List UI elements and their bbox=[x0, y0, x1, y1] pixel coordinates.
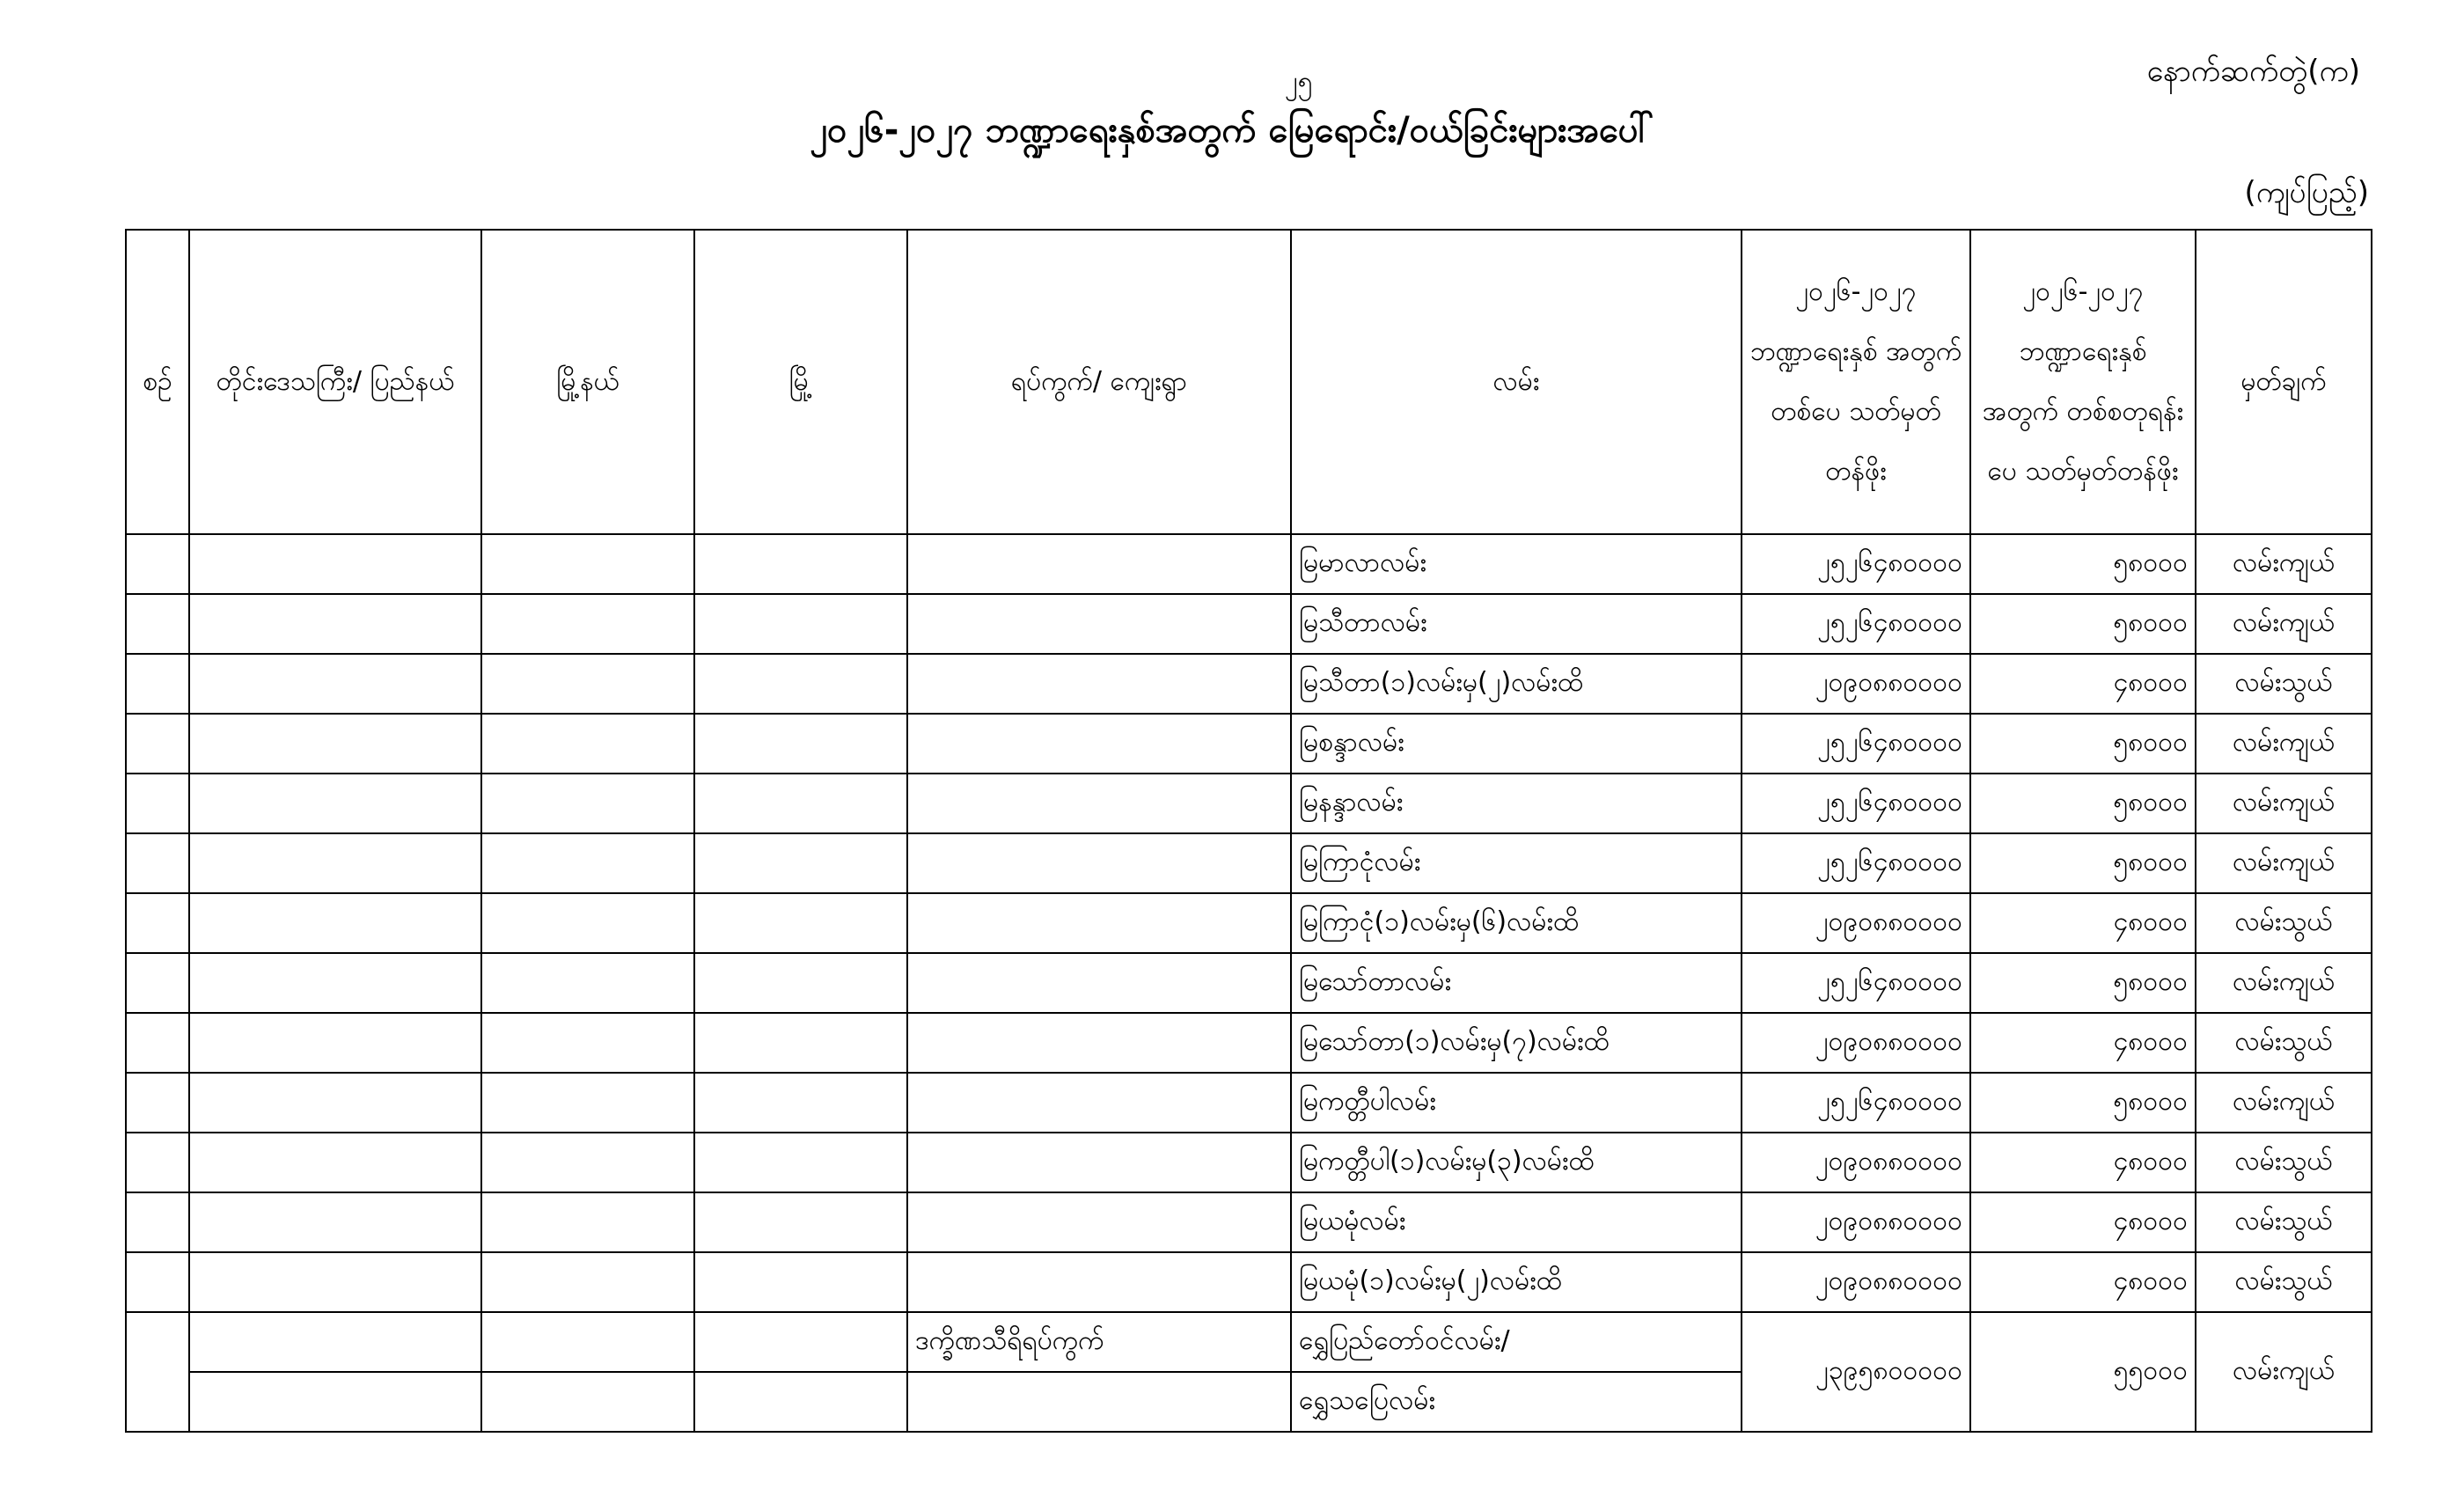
ward-cell bbox=[907, 714, 1291, 774]
col-header-price-per-foot: ၂၀၂၆-၂၀၂၇ ဘဏ္ဍာရေးနှစ် အတွက် တစ်ပေ သတ်မှတ်တန်ဖိုး bbox=[1742, 230, 1970, 534]
ward-cell bbox=[907, 833, 1291, 893]
serial-cell bbox=[126, 534, 189, 594]
price-cell: ၂၅၂၆၄၈၀၀၀၀ bbox=[1742, 953, 1970, 1013]
ward-cell bbox=[907, 1252, 1291, 1312]
town-cell bbox=[694, 1312, 907, 1372]
serial-cell bbox=[126, 594, 189, 654]
document-title: ၂၀၂၆-၂၀၂၇ ဘဏ္ဍာရေးနှစ်အတွက် မြေရောင်း/ဝယ်ခြင်းများအပေါ် bbox=[810, 110, 1654, 150]
ward-cell bbox=[907, 594, 1291, 654]
price-cell: ၂၅၂၆၄၈၀၀၀၀ bbox=[1742, 774, 1970, 833]
table-row bbox=[126, 893, 2372, 953]
township-cell bbox=[481, 1133, 694, 1192]
road-cell: မြယမုံလမ်း bbox=[1291, 1192, 1742, 1252]
remark-cell: လမ်းသွယ် bbox=[2196, 654, 2372, 714]
town-cell bbox=[694, 654, 907, 714]
serial-cell bbox=[126, 714, 189, 774]
price-cell: ၂၀၉၀၈၈၀၀၀၀ bbox=[1742, 1133, 1970, 1192]
table-row bbox=[126, 1013, 2372, 1073]
region-cell bbox=[189, 594, 481, 654]
remark-cell: လမ်းသွယ် bbox=[2196, 893, 2372, 953]
serial-cell bbox=[126, 1192, 189, 1252]
serial-cell bbox=[126, 953, 189, 1013]
region-cell bbox=[189, 953, 481, 1013]
price-cell: ၅၈၀၀၀ bbox=[1970, 833, 2196, 893]
col-header-region: တိုင်းဒေသကြီး/ ပြည်နယ် bbox=[189, 230, 481, 534]
serial-cell bbox=[126, 1252, 189, 1312]
remark-cell: လမ်းကျယ် bbox=[2196, 534, 2372, 594]
ward-cell bbox=[907, 534, 1291, 594]
ward-cell bbox=[907, 774, 1291, 833]
price-cell: ၂၅၂၆၄၈၀၀၀၀ bbox=[1742, 714, 1970, 774]
town-cell bbox=[694, 953, 907, 1013]
town-cell bbox=[694, 594, 907, 654]
road-cell: မြသော်တာ(၁)လမ်းမှ(၇)လမ်းထိ bbox=[1291, 1013, 1742, 1073]
road-cell: ရွှေပြည်တော်ဝင်လမ်း/ bbox=[1291, 1312, 1742, 1372]
region-cell bbox=[189, 1192, 481, 1252]
remark-cell: လမ်းသွယ် bbox=[2196, 1133, 2372, 1192]
town-cell bbox=[694, 1073, 907, 1133]
price-cell: ၄၈၀၀၀ bbox=[1970, 1013, 2196, 1073]
road-cell: မြသီတာလမ်း bbox=[1291, 594, 1742, 654]
road-cell: မြကြာငုံလမ်း bbox=[1291, 833, 1742, 893]
township-cell bbox=[481, 1192, 694, 1252]
town-cell bbox=[694, 833, 907, 893]
road-cell: မြကြာငုံ(၁)လမ်းမှ(၆)လမ်းထိ bbox=[1291, 893, 1742, 953]
table-row bbox=[126, 594, 2372, 654]
remark-cell: လမ်းကျယ် bbox=[2196, 774, 2372, 833]
township-cell bbox=[481, 833, 694, 893]
remark-cell: လမ်းသွယ် bbox=[2196, 1252, 2372, 1312]
town-cell bbox=[694, 1133, 907, 1192]
region-cell bbox=[189, 654, 481, 714]
remark-cell: လမ်းကျယ် bbox=[2196, 953, 2372, 1013]
remark-cell: လမ်းကျယ် bbox=[2196, 714, 2372, 774]
col-header-town: မြို့ bbox=[694, 230, 907, 534]
price-cell: ၄၈၀၀၀ bbox=[1970, 654, 2196, 714]
col-header-township: မြို့နယ် bbox=[481, 230, 694, 534]
region-cell bbox=[189, 774, 481, 833]
serial-cell bbox=[126, 774, 189, 833]
township-cell bbox=[481, 774, 694, 833]
table-row bbox=[126, 953, 2372, 1013]
serial-cell bbox=[126, 893, 189, 953]
region-cell bbox=[189, 1013, 481, 1073]
table-row bbox=[126, 774, 2372, 833]
remark-cell: လမ်းသွယ် bbox=[2196, 1013, 2372, 1073]
township-cell bbox=[481, 1372, 694, 1432]
price-cell: ၂၀၉၀၈၈၀၀၀၀ bbox=[1742, 1192, 1970, 1252]
price-cell: ၂၅၂၆၄၈၀၀၀၀ bbox=[1742, 833, 1970, 893]
township-cell bbox=[481, 534, 694, 594]
town-cell bbox=[694, 893, 907, 953]
remark-cell: လမ်းကျယ် bbox=[2196, 1073, 2372, 1133]
town-cell bbox=[694, 1372, 907, 1432]
road-cell: မြကတ္တီပါလမ်း bbox=[1291, 1073, 1742, 1133]
road-cell: မြစန္ဒာလမ်း bbox=[1291, 714, 1742, 774]
price-cell: ၂၀၉၀၈၈၀၀၀၀ bbox=[1742, 1252, 1970, 1312]
region-cell bbox=[189, 833, 481, 893]
attachment-label: နောက်ဆက်တွဲ(က) bbox=[2146, 54, 2360, 89]
region-cell bbox=[189, 1372, 481, 1432]
col-header-remarks: မှတ်ချက် bbox=[2196, 230, 2372, 534]
road-cell: မြသော်တာလမ်း bbox=[1291, 953, 1742, 1013]
region-cell bbox=[189, 893, 481, 953]
price-cell: ၅၈၀၀၀ bbox=[1970, 534, 2196, 594]
road-cell: မြယမုံ(၁)လမ်းမှ(၂)လမ်းထိ bbox=[1291, 1252, 1742, 1312]
road-cell: ရွှေသပြေလမ်း bbox=[1291, 1372, 1742, 1432]
township-cell bbox=[481, 953, 694, 1013]
price-cell: ၅၈၀၀၀ bbox=[1970, 1073, 2196, 1133]
col-header-road: လမ်း bbox=[1291, 230, 1742, 534]
price-cell: ၂၅၂၆၄၈၀၀၀၀ bbox=[1742, 594, 1970, 654]
serial-cell bbox=[126, 1013, 189, 1073]
ward-cell bbox=[907, 953, 1291, 1013]
remark-cell: လမ်းကျယ် bbox=[2196, 594, 2372, 654]
price-cell: ၂၀၉၀၈၈၀၀၀၀ bbox=[1742, 1013, 1970, 1073]
region-cell bbox=[189, 1133, 481, 1192]
price-cell: ၅၈၀၀၀ bbox=[1970, 594, 2196, 654]
ward-cell bbox=[907, 1013, 1291, 1073]
township-cell bbox=[481, 714, 694, 774]
col-header-price-per-sqft: ၂၀၂၆-၂၀၂၇ ဘဏ္ဍာရေးနှစ် အတွက် တစ်စတုရန်းပေ သတ်မှတ်တန်ဖိုး bbox=[1970, 230, 2196, 534]
ward-cell bbox=[907, 654, 1291, 714]
ward-cell: ဒက္ခိဏသီရိရပ်ကွက် bbox=[907, 1312, 1291, 1372]
region-cell bbox=[189, 1312, 481, 1372]
table-row bbox=[126, 833, 2372, 893]
price-cell: ၂၅၂၆၄၈၀၀၀၀ bbox=[1742, 1073, 1970, 1133]
land-price-table bbox=[125, 229, 2372, 1433]
road-cell: မြမာလာလမ်း bbox=[1291, 534, 1742, 594]
township-cell bbox=[481, 893, 694, 953]
currency-unit-label: (ကျပ်ပြည့်) bbox=[2244, 175, 2369, 210]
town-cell bbox=[694, 774, 907, 833]
serial-cell bbox=[126, 833, 189, 893]
serial-cell bbox=[126, 1073, 189, 1133]
price-cell: ၂၀၉၀၈၈၀၀၀၀ bbox=[1742, 654, 1970, 714]
table-row bbox=[126, 1192, 2372, 1252]
road-cell: မြကတ္တီပါ(၁)လမ်းမှ(၃)လမ်းထိ bbox=[1291, 1133, 1742, 1192]
township-cell bbox=[481, 1013, 694, 1073]
ward-cell bbox=[907, 1133, 1291, 1192]
table-row bbox=[126, 1073, 2372, 1133]
table-row bbox=[126, 714, 2372, 774]
col-header-serial: စဉ် bbox=[126, 230, 189, 534]
region-cell bbox=[189, 714, 481, 774]
price-cell: ၅၅၀၀၀ bbox=[1970, 1312, 2196, 1432]
town-cell bbox=[694, 1252, 907, 1312]
township-cell bbox=[481, 594, 694, 654]
township-cell bbox=[481, 1312, 694, 1372]
page-number: ၂၅ bbox=[1285, 66, 1313, 97]
remark-cell: လမ်းသွယ် bbox=[2196, 1192, 2372, 1252]
town-cell bbox=[694, 1013, 907, 1073]
price-cell: ၄၈၀၀၀ bbox=[1970, 1192, 2196, 1252]
region-cell bbox=[189, 1252, 481, 1312]
price-cell: ၄၈၀၀၀ bbox=[1970, 1133, 2196, 1192]
table-row bbox=[126, 654, 2372, 714]
road-cell: မြသီတာ(၁)လမ်းမှ(၂)လမ်းထိ bbox=[1291, 654, 1742, 714]
serial-cell bbox=[126, 1133, 189, 1192]
col-header-ward: ရပ်ကွက်/ ကျေးရွာ bbox=[907, 230, 1291, 534]
price-cell: ၅၈၀၀၀ bbox=[1970, 774, 2196, 833]
town-cell bbox=[694, 534, 907, 594]
ward-cell bbox=[907, 1073, 1291, 1133]
price-cell: ၅၈၀၀၀ bbox=[1970, 714, 2196, 774]
table-row bbox=[126, 1252, 2372, 1312]
township-cell bbox=[481, 654, 694, 714]
table-row bbox=[126, 534, 2372, 594]
remark-cell: လမ်းကျယ် bbox=[2196, 1312, 2372, 1432]
price-cell: ၄၈၀၀၀ bbox=[1970, 893, 2196, 953]
price-cell: ၂၅၂၆၄၈၀၀၀၀ bbox=[1742, 534, 1970, 594]
ward-cell bbox=[907, 1372, 1291, 1432]
serial-cell bbox=[126, 1312, 189, 1432]
price-cell: ၅၈၀၀၀ bbox=[1970, 953, 2196, 1013]
price-cell: ၄၈၀၀၀ bbox=[1970, 1252, 2196, 1312]
table-row bbox=[126, 1312, 2372, 1372]
table-row bbox=[126, 1133, 2372, 1192]
road-cell: မြနန္ဒာလမ်း bbox=[1291, 774, 1742, 833]
township-cell bbox=[481, 1252, 694, 1312]
town-cell bbox=[694, 714, 907, 774]
price-cell: ၂၃၉၅၈၀၀၀၀၀ bbox=[1742, 1312, 1970, 1432]
remark-cell: လမ်းကျယ် bbox=[2196, 833, 2372, 893]
ward-cell bbox=[907, 893, 1291, 953]
serial-cell bbox=[126, 654, 189, 714]
price-cell: ၂၀၉၀၈၈၀၀၀၀ bbox=[1742, 893, 1970, 953]
region-cell bbox=[189, 1073, 481, 1133]
township-cell bbox=[481, 1073, 694, 1133]
ward-cell bbox=[907, 1192, 1291, 1252]
town-cell bbox=[694, 1192, 907, 1252]
table-header-row bbox=[126, 230, 2372, 534]
region-cell bbox=[189, 534, 481, 594]
